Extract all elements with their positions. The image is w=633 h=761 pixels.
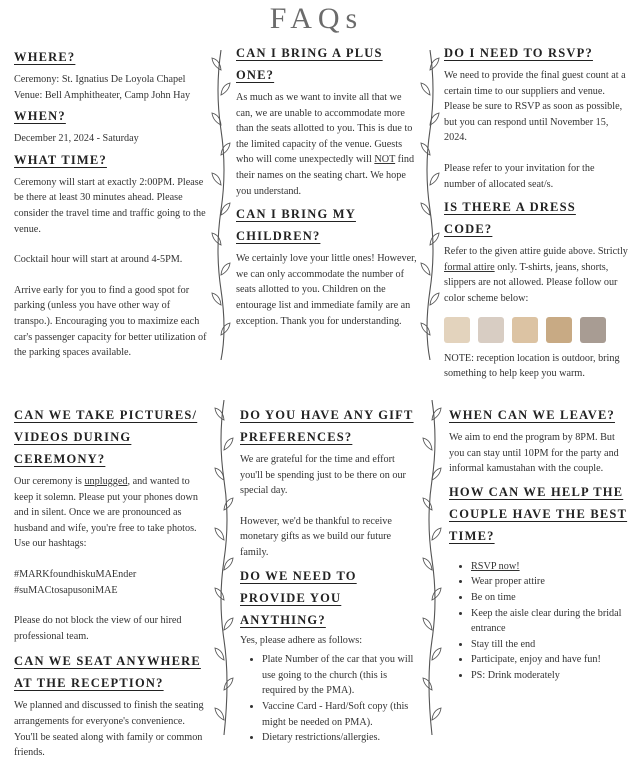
vine-decoration-left-top: [211, 50, 231, 360]
column-top-middle: [236, 42, 419, 329]
hashtag-2: #suMACtosapusoniMAE: [14, 584, 118, 596]
rsvp-link-text: RSVP now!: [471, 560, 520, 572]
plus-one-text-b: find their names on the seating chart. We hope you understand.: [236, 154, 415, 197]
heading-plus-one: CAN I BRING A PLUS ONE?: [236, 46, 383, 82]
plus-one-text: [236, 90, 419, 199]
gift-p1: We are grateful for the time and effort you'll be spending just to be there on our special day.: [240, 454, 406, 497]
dress-note: NOTE: reception location is outdoor, bring something to help keep you warm.: [444, 352, 620, 380]
color-swatch-3: [512, 317, 538, 343]
column-bottom-right: [449, 404, 629, 684]
dress-text: [444, 244, 628, 306]
list-item: • Plate Number of the car that you will use going to the church (this is required by the PMA).: [262, 652, 420, 699]
pictures-p1: [14, 474, 210, 552]
rsvp-p2: Please refer to your invitation for the number of allocated seat/s.: [444, 162, 595, 190]
when-date: December 21, 2024 - Saturday: [14, 133, 139, 145]
vine-decoration-right-bottom: [422, 400, 442, 735]
pictures-p1-b: , and wanted to keep it solemn. Please put your phones down and in silent. Once we are pronounced as husband and wife, you're free to take photos. Use our hashtags:: [14, 476, 198, 550]
list-item: • Be on time: [471, 590, 629, 606]
what-time-p2: Cocktail hour will start at around 4-5PM.: [14, 254, 183, 266]
heading-leave: WHEN CAN WE LEAVE?: [449, 408, 615, 422]
column-bottom-middle: [240, 404, 420, 746]
heading-rsvp: DO I NEED TO RSVP?: [444, 46, 593, 60]
pictures-p3: Please do not block the view of our hired professional team.: [14, 615, 182, 642]
where-venue: Venue: Bell Amphitheater, Camp John Hay: [14, 89, 191, 101]
gift-p2: However, we'd be thankful to receive monetary gifts as we build our future family.: [240, 515, 392, 558]
list-item: • Stay till the end: [471, 637, 629, 653]
plus-one-text-a: As much as we want to invite all that we can, we are unable to accommodate more than the seats allotted to you. This is due to the limited capacity of the venue. Guests who will come unexpectedly will: [236, 92, 413, 166]
dress-text-formal: formal attire: [444, 261, 495, 273]
hashtag-1: #MARKfoundhiskuMAEnder: [14, 568, 137, 580]
list-item: • Wear proper attire: [471, 574, 629, 590]
list-item: • PS: Drink moderately: [471, 668, 629, 684]
list-item: • Participate, enjoy and have fun!: [471, 652, 629, 668]
heading-when: WHEN?: [14, 109, 66, 124]
where-ceremony: Ceremony: St. Ignatius De Loyola Chapel: [14, 74, 186, 85]
color-swatch-4: [546, 317, 572, 343]
rsvp-p1: We need to provide the final guest count at a certain time to our suppliers and venue. Please be sure to RSVP as soon as possible, but you can respond until November 15, 2024.: [444, 70, 626, 144]
plus-one-text-not: NOT: [374, 154, 396, 166]
heading-provide: DO WE NEED TO PROVIDE YOU ANYTHING?: [240, 568, 357, 627]
heading-seat: CAN WE SEAT ANYWHERE AT THE RECEPTION?: [14, 654, 201, 691]
color-swatch-2: [478, 317, 504, 343]
page-title: FAQs: [269, 2, 364, 35]
heading-dress-code: IS THERE A DRESS CODE?: [444, 200, 576, 237]
pictures-p1-a: Our ceremony is: [14, 476, 85, 487]
list-item: • Keep the aisle clear during the bridal entrance: [471, 606, 629, 637]
leave-text: We aim to end the program by 8PM. But you can stay until 10PM for the party and informal kamustahan with the couple.: [449, 432, 619, 475]
heading-children: CAN I BRING MY CHILDREN?: [236, 207, 356, 244]
column-bottom-left: [14, 404, 210, 761]
dress-text-b: only. T-shirts, jeans, shorts, slippers are not allowed. Please follow our color scheme below:: [444, 261, 618, 304]
color-swatches: [444, 317, 628, 343]
what-time-p3: Arrive early for you to find a good spot for parking (unless you have other way of transpo.). Encouraging you to maximize each car's passenger capacity for better utilization of the parking spaces available.: [14, 284, 207, 359]
heading-help: HOW CAN WE HELP THE COUPLE HAVE THE BEST TIME?: [449, 484, 628, 543]
pictures-p1-unplugged: unplugged: [84, 476, 128, 487]
list-item-rsvp: [471, 559, 629, 575]
heading-pictures: CAN WE TAKE PICTURES/ VIDEOS DURING CEREMONY?: [14, 408, 198, 466]
list-item: • Dietary restrictions/allergies.: [262, 730, 420, 746]
heading-where: WHERE?: [14, 50, 76, 64]
heading-what-time: WHAT TIME?: [14, 152, 107, 167]
what-time-p1: Ceremony will start at exactly 2:00PM. Please be there at least 30 minutes ahead. Please consider the travel time and traffic going to the venue.: [14, 176, 206, 235]
column-top-right: [444, 42, 628, 382]
seat-text: We planned and discussed to finish the seating arrangements for everyone's convenience. You'll be seated along with family or common friends.: [14, 700, 204, 759]
list-item: • Vaccine Card - Hard/Soft copy (this might be needed on PMA).: [262, 699, 420, 730]
children-text: We certainly love your little ones! However, we can only accommodate the number of seats allotted to you. Children on the entourage list and immediate family are an exception. Thank you for understanding.: [236, 253, 417, 327]
heading-gift: DO YOU HAVE ANY GIFT PREFERENCES?: [240, 408, 414, 444]
vine-decoration-right-top: [420, 50, 440, 360]
color-swatch-5: [580, 317, 606, 343]
help-list: [449, 559, 629, 684]
column-top-left: [14, 46, 210, 361]
provide-list: [240, 652, 420, 746]
color-swatch-1: [444, 317, 470, 343]
vine-decoration-left-bottom: [214, 400, 234, 735]
provide-intro: Yes, please adhere as follows:: [240, 634, 363, 646]
dress-text-a: Refer to the given attire guide above. Strictly: [444, 246, 628, 258]
